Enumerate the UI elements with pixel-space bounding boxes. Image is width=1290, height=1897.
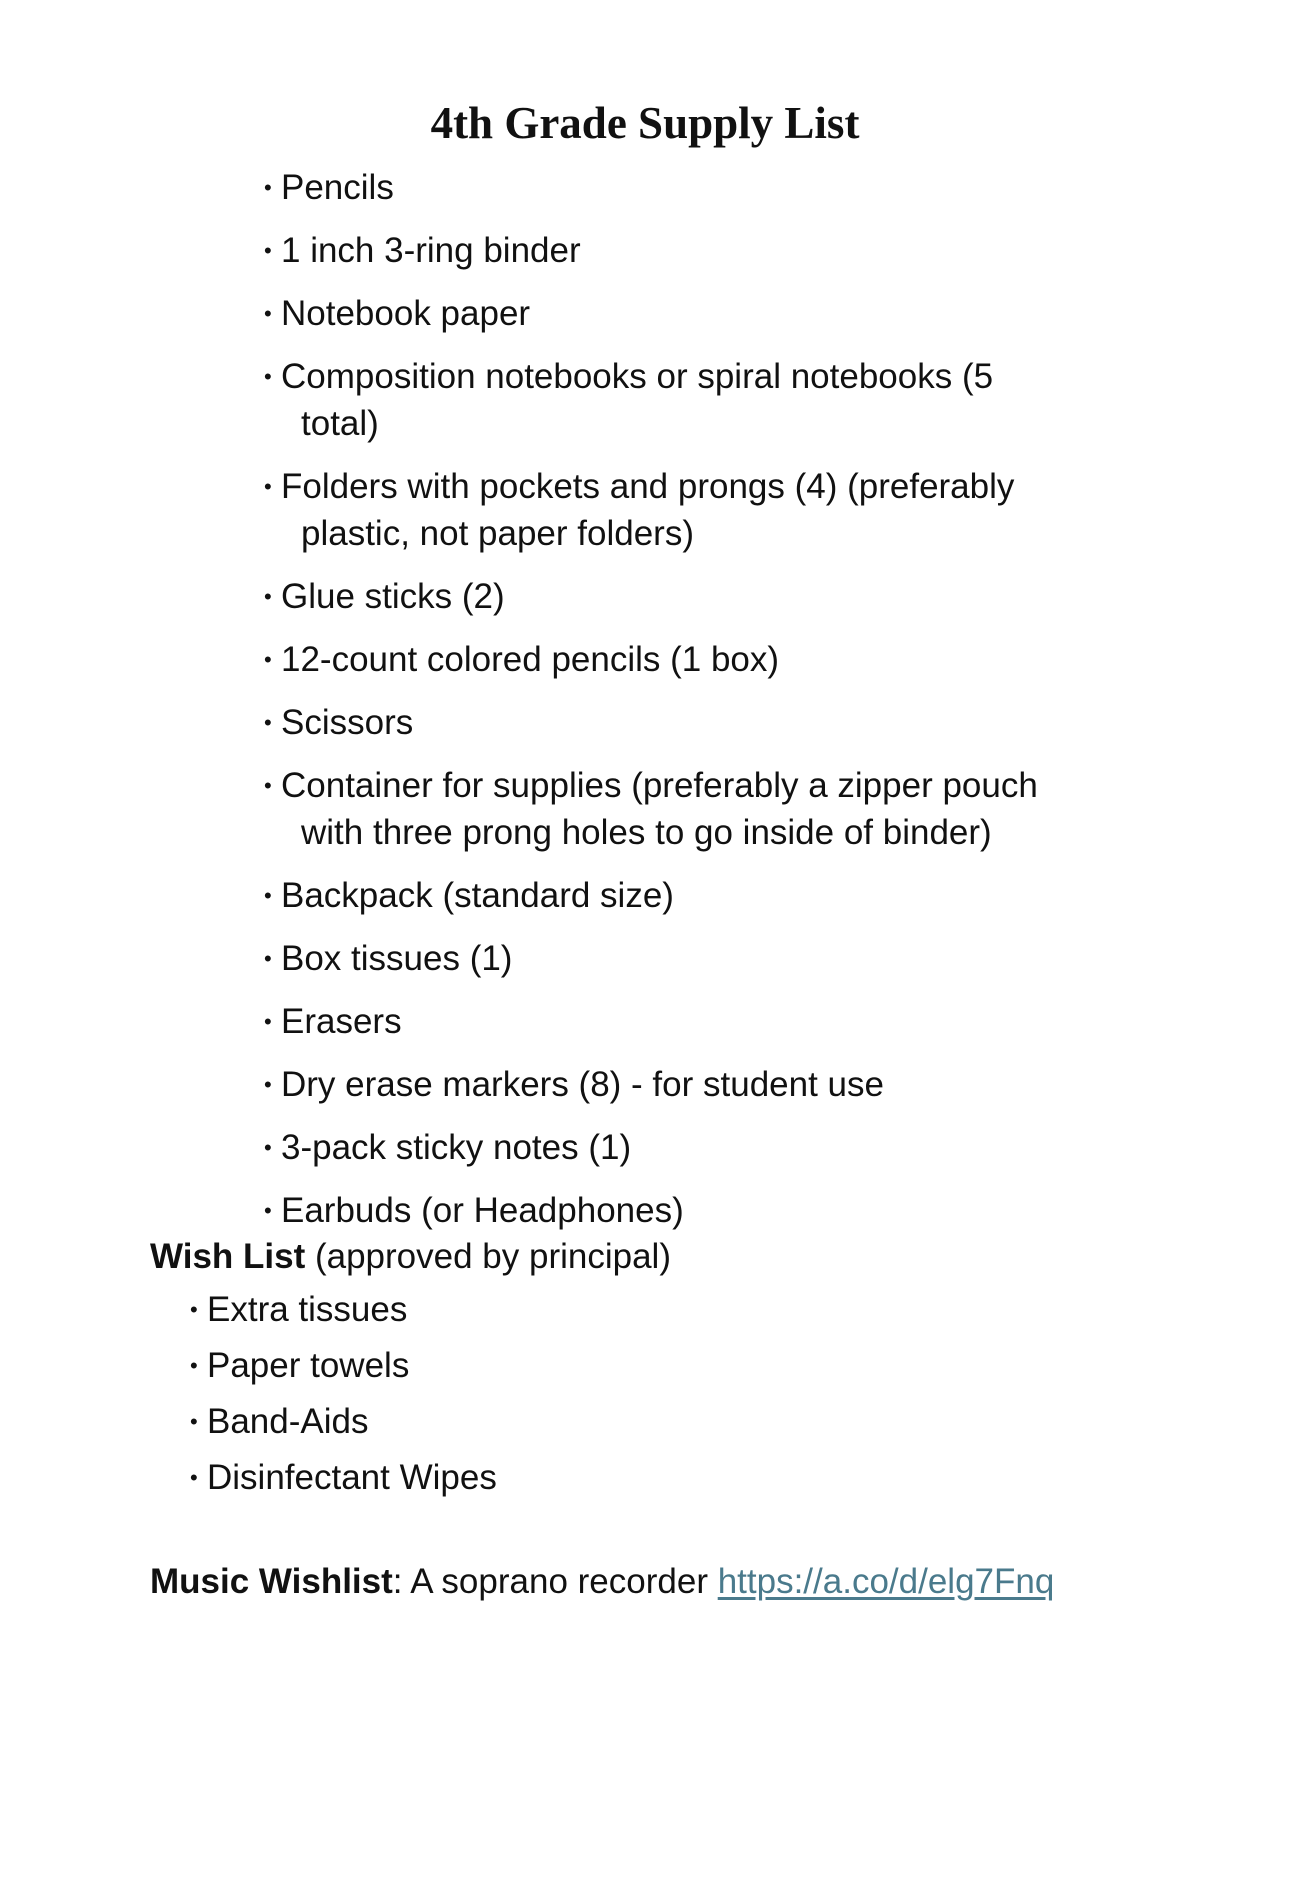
- list-item: • Notebook paper: [262, 290, 1122, 337]
- bullet-icon: •: [264, 710, 272, 735]
- bullet-icon: •: [190, 1297, 198, 1322]
- bullet-icon: •: [264, 647, 272, 672]
- list-item: • Folders with pockets and prongs (4) (preferably plastic, not paper folders): [262, 463, 1122, 557]
- bullet-icon: •: [190, 1465, 198, 1490]
- list-item: • Dry erase markers (8) - for student use: [262, 1061, 1122, 1108]
- bullet-icon: •: [264, 474, 272, 499]
- wish-list: [188, 1286, 497, 1510]
- list-item: • 12-count colored pencils (1 box): [262, 636, 1122, 683]
- list-item: • Paper towels: [188, 1342, 497, 1389]
- music-wishlist-label: Music Wishlist: [150, 1562, 393, 1601]
- music-wishlist: [150, 1558, 1054, 1605]
- bullet-icon: •: [264, 946, 272, 971]
- list-item: • 3-pack sticky notes (1): [262, 1124, 1122, 1171]
- list-item: • Backpack (standard size): [262, 872, 1122, 919]
- bullet-icon: •: [264, 584, 272, 609]
- list-item: • Earbuds (or Headphones): [262, 1187, 1122, 1234]
- list-item: • Composition notebooks or spiral notebooks (5 total): [262, 353, 1122, 447]
- list-item: • Extra tissues: [188, 1286, 497, 1333]
- list-item: • Disinfectant Wipes: [188, 1454, 497, 1501]
- bullet-icon: •: [190, 1409, 198, 1434]
- bullet-icon: •: [264, 1009, 272, 1034]
- recorder-link[interactable]: https://a.co/d/elg7Fnq: [717, 1562, 1055, 1601]
- bullet-icon: •: [264, 175, 272, 200]
- list-item: • Box tissues (1): [262, 935, 1122, 982]
- list-item: • Pencils: [262, 164, 1122, 211]
- bullet-icon: •: [264, 238, 272, 263]
- list-item: • Scissors: [262, 699, 1122, 746]
- music-wishlist-text: : A soprano recorder: [392, 1562, 718, 1601]
- bullet-icon: •: [264, 1072, 272, 1097]
- list-item: • 1 inch 3-ring binder: [262, 227, 1122, 274]
- supply-list: [262, 164, 1122, 1250]
- wish-list-heading-note: (approved by principal): [305, 1237, 671, 1276]
- bullet-icon: •: [264, 1198, 272, 1223]
- list-item: • Glue sticks (2): [262, 573, 1122, 620]
- bullet-icon: •: [264, 364, 272, 389]
- wish-list-heading: [150, 1233, 671, 1280]
- bullet-icon: •: [264, 773, 272, 798]
- list-item: • Band-Aids: [188, 1398, 497, 1445]
- bullet-icon: •: [190, 1353, 198, 1378]
- bullet-icon: •: [264, 883, 272, 908]
- page-title: 4th Grade Supply List: [430, 98, 860, 148]
- bullet-icon: •: [264, 1135, 272, 1160]
- bullet-icon: •: [264, 301, 272, 326]
- wish-list-heading-bold: Wish List: [150, 1237, 306, 1276]
- list-item: • Container for supplies (preferably a zipper pouch with three prong holes to go inside of binder): [262, 762, 1122, 856]
- list-item: • Erasers: [262, 998, 1122, 1045]
